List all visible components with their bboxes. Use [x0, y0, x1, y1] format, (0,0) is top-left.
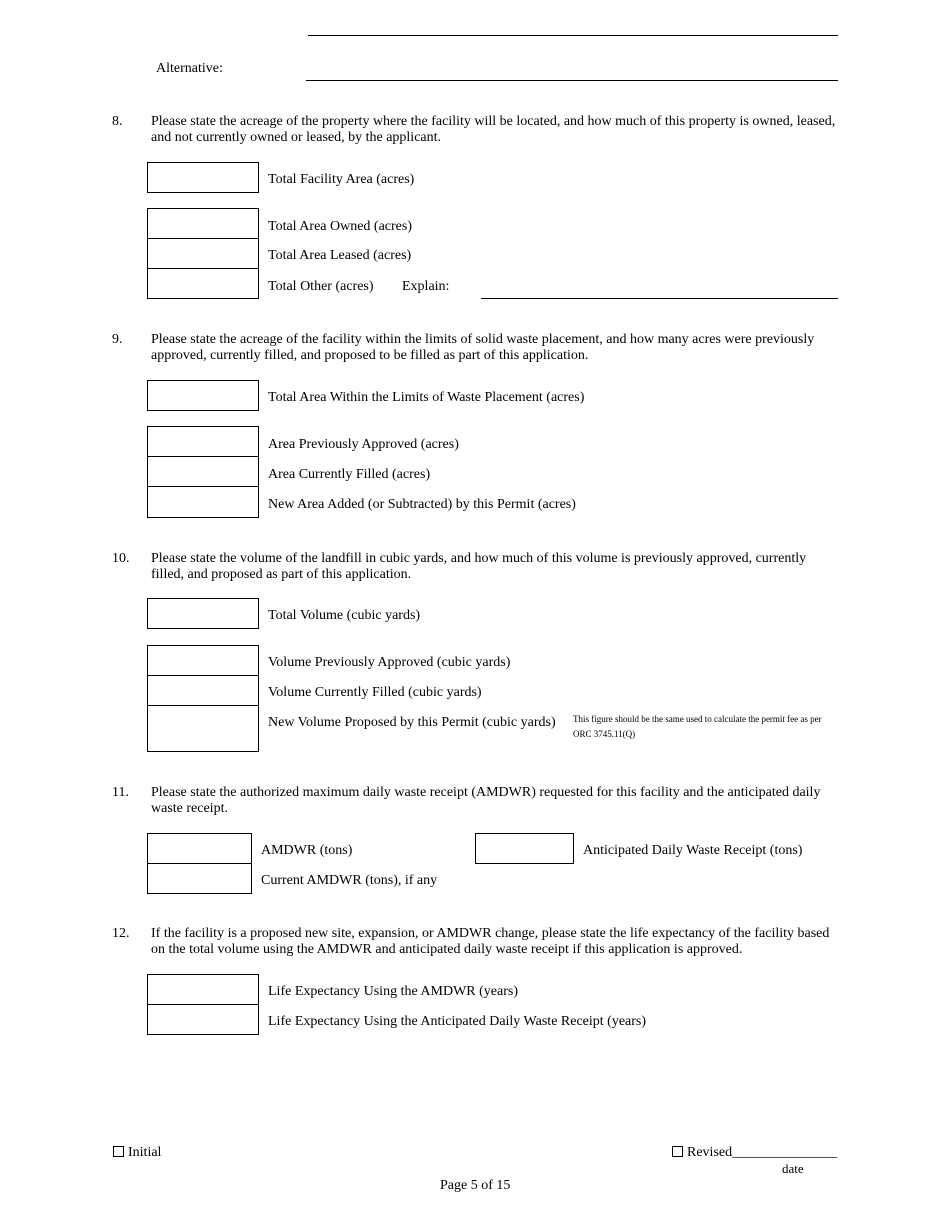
life-anticipated-label: Life Expectancy Using the Anticipated Daily Waste Receipt (years) [268, 1014, 647, 1029]
anticipated-receipt-input[interactable] [475, 833, 574, 864]
question-10-text: Please state the volume of the landfill in cubic yards, and how much of this volume is previously approved, currently filled, and proposed as part of this application. [151, 551, 807, 582]
alternative-label: Alternative: [156, 61, 223, 76]
top-answer-line[interactable] [308, 35, 838, 36]
area-currently-filled-input[interactable] [147, 456, 259, 487]
initial-label: Initial [128, 1145, 162, 1160]
question-12-number: 12. [112, 926, 130, 941]
question-12-text: If the facility is a proposed new site, expansion, or AMDWR change, please state the life expectancy of the facility based on the total volume using the AMDWR and anticipated daily waste receipt if this application is approved. [151, 926, 830, 957]
question-8-number: 8. [112, 114, 123, 129]
total-volume-input[interactable] [147, 598, 259, 629]
date-label: date [782, 1161, 804, 1176]
checkbox-square-icon [113, 1146, 124, 1157]
anticipated-receipt-label: Anticipated Daily Waste Receipt (tons) [583, 843, 803, 858]
question-11-number: 11. [112, 785, 129, 800]
total-facility-area-input[interactable] [147, 162, 259, 193]
area-currently-filled-label: Area Currently Filled (acres) [268, 467, 431, 482]
total-within-limits-input[interactable] [147, 380, 259, 411]
current-amdwr-input[interactable] [147, 863, 252, 894]
question-11-text: Please state the authorized maximum daily waste receipt (AMDWR) requested for this facility and the anticipated daily waste receipt. [151, 785, 821, 816]
total-facility-area-label: Total Facility Area (acres) [268, 172, 415, 187]
page-number: Page 5 of 15 [440, 1178, 511, 1193]
checkbox-square-icon [672, 1146, 683, 1157]
area-previously-approved-label: Area Previously Approved (acres) [268, 437, 459, 452]
total-other-label: Total Other (acres) [268, 279, 374, 294]
initial-checkbox[interactable] [113, 1145, 161, 1161]
total-area-owned-label: Total Area Owned (acres) [268, 219, 413, 234]
revised-label: Revised_______________ [687, 1145, 838, 1160]
current-amdwr-label: Current AMDWR (tons), if any [261, 873, 438, 888]
question-10-number: 10. [112, 551, 130, 566]
volume-previously-approved-label: Volume Previously Approved (cubic yards) [268, 655, 511, 670]
new-area-added-label: New Area Added (or Subtracted) by this Permit (acres) [268, 497, 576, 512]
amdwr-input[interactable] [147, 833, 252, 864]
amdwr-label: AMDWR (tons) [261, 843, 353, 858]
total-area-leased-label: Total Area Leased (acres) [268, 248, 412, 263]
life-amdwr-input[interactable] [147, 974, 259, 1005]
question-9-number: 9. [112, 332, 123, 347]
question-9-text: Please state the acreage of the facility within the limits of solid waste placement, and how many acres were previously approved, currently filled, and proposed to be filled as part of this application. [151, 332, 815, 363]
question-8-text: Please state the acreage of the property where the facility will be located, and how much of this property is owned, leased, and not currently owned or leased, by the applicant. [151, 114, 836, 145]
explain-label: Explain: [402, 279, 450, 294]
volume-currently-filled-label: Volume Currently Filled (cubic yards) [268, 685, 482, 700]
new-area-added-input[interactable] [147, 486, 259, 518]
total-within-limits-label: Total Area Within the Limits of Waste Placement (acres) [268, 390, 585, 405]
new-volume-proposed-label: New Volume Proposed by this Permit (cubic yards) [268, 715, 556, 730]
new-volume-proposed-input[interactable] [147, 705, 259, 752]
total-area-owned-input[interactable] [147, 208, 259, 239]
alternative-answer-line[interactable] [306, 80, 838, 81]
life-anticipated-input[interactable] [147, 1004, 259, 1035]
volume-previously-approved-input[interactable] [147, 645, 259, 676]
total-area-leased-input[interactable] [147, 238, 259, 269]
explain-answer-line[interactable] [481, 298, 838, 299]
revised-checkbox[interactable] [672, 1145, 837, 1161]
life-amdwr-label: Life Expectancy Using the AMDWR (years) [268, 984, 518, 999]
permit-fee-note: This figure should be the same used to calculate the permit fee as per ORC 3745.11(Q) [573, 714, 822, 739]
total-volume-label: Total Volume (cubic yards) [268, 608, 421, 623]
volume-currently-filled-input[interactable] [147, 675, 259, 706]
area-previously-approved-input[interactable] [147, 426, 259, 457]
total-other-input[interactable] [147, 268, 259, 299]
